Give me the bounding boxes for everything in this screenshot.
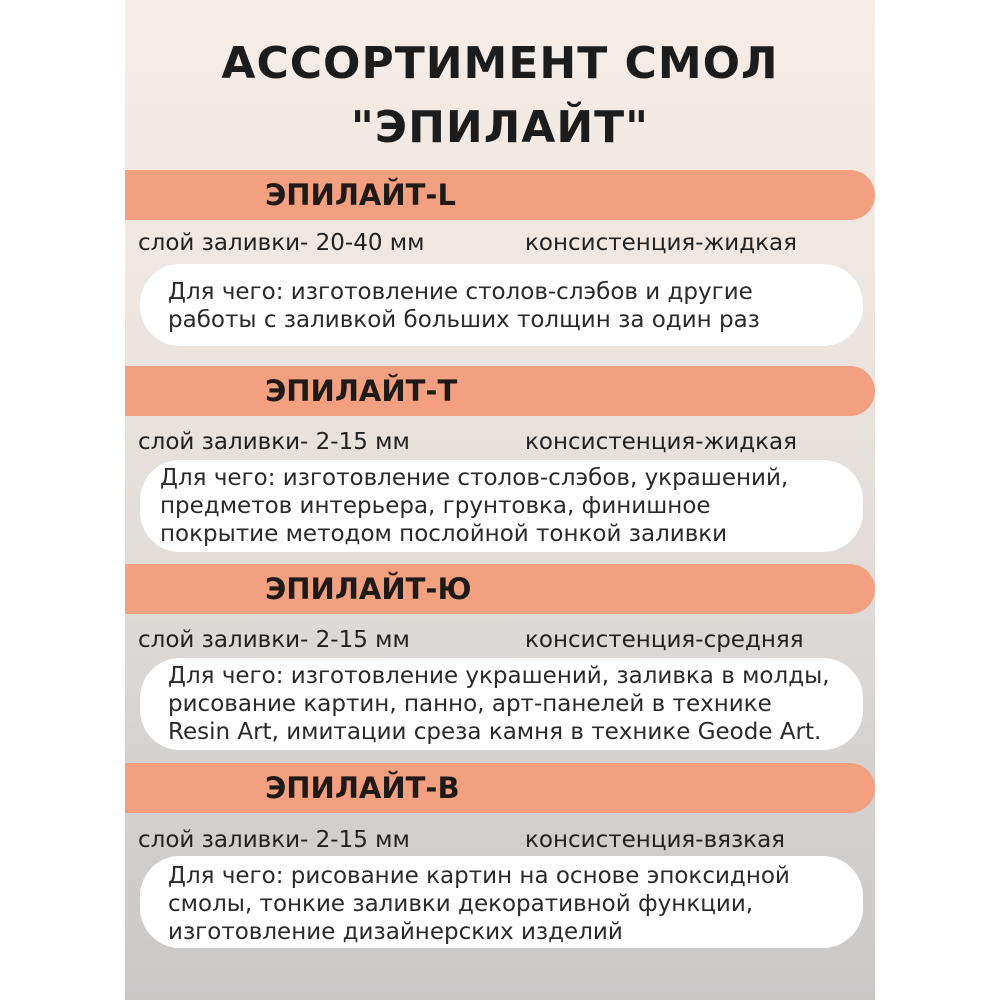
usage-line: Для чего: изготовление столов-слэбов, украшений, xyxy=(160,465,789,491)
product-heading-epilight-l: ЭПИЛАЙТ-L xyxy=(125,170,875,220)
product-heading-epilight-yu: ЭПИЛАЙТ-Ю xyxy=(125,564,875,614)
product-heading-epilight-t: ЭПИЛАЙТ-Т xyxy=(125,366,875,416)
usage-line: рисование картин, панно, арт-панелей в технике xyxy=(168,691,772,717)
usage-card xyxy=(140,856,863,948)
usage-line: предметов интерьера, грунтовка, финишное xyxy=(160,493,711,519)
consistency: консистенция-жидкая xyxy=(525,429,797,455)
usage-line: работы с заливкой больших толщин за один раз xyxy=(168,307,760,333)
usage-card xyxy=(140,460,863,552)
layer-thickness: слой заливки- 2-15 мм xyxy=(138,429,410,455)
usage-card xyxy=(140,264,863,346)
infographic-panel xyxy=(125,0,875,1000)
consistency: консистенция-вязкая xyxy=(525,827,786,853)
product-heading-epilight-v: ЭПИЛАЙТ-В xyxy=(125,763,875,813)
consistency: консистенция-средняя xyxy=(525,627,804,653)
layer-thickness: слой заливки- 2-15 мм xyxy=(138,627,410,653)
layer-thickness: слой заливки- 2-15 мм xyxy=(138,827,410,853)
consistency: консистенция-жидкая xyxy=(525,230,797,256)
page-title-line-2: "ЭПИЛАЙТ" xyxy=(350,102,650,153)
layer-thickness: слой заливки- 20-40 мм xyxy=(138,230,425,256)
usage-line: смолы, тонкие заливки декоративной функции, xyxy=(168,891,754,917)
usage-line: Для чего: изготовление столов-слэбов и другие xyxy=(168,279,753,305)
usage-line: изготовление дизайнерских изделий xyxy=(168,919,623,945)
usage-line: Resin Art, имитации среза камня в технике Geode Art. xyxy=(168,719,822,745)
usage-line: покрытие методом послойной тонкой заливки xyxy=(160,521,728,547)
usage-line: Для чего: изготовление украшений, заливка в молды, xyxy=(168,663,830,689)
page-title-line-1: АССОРТИМЕНТ СМОЛ xyxy=(221,38,779,89)
usage-line: Для чего: рисование картин на основе эпоксидной xyxy=(168,863,790,889)
usage-card xyxy=(140,658,863,750)
